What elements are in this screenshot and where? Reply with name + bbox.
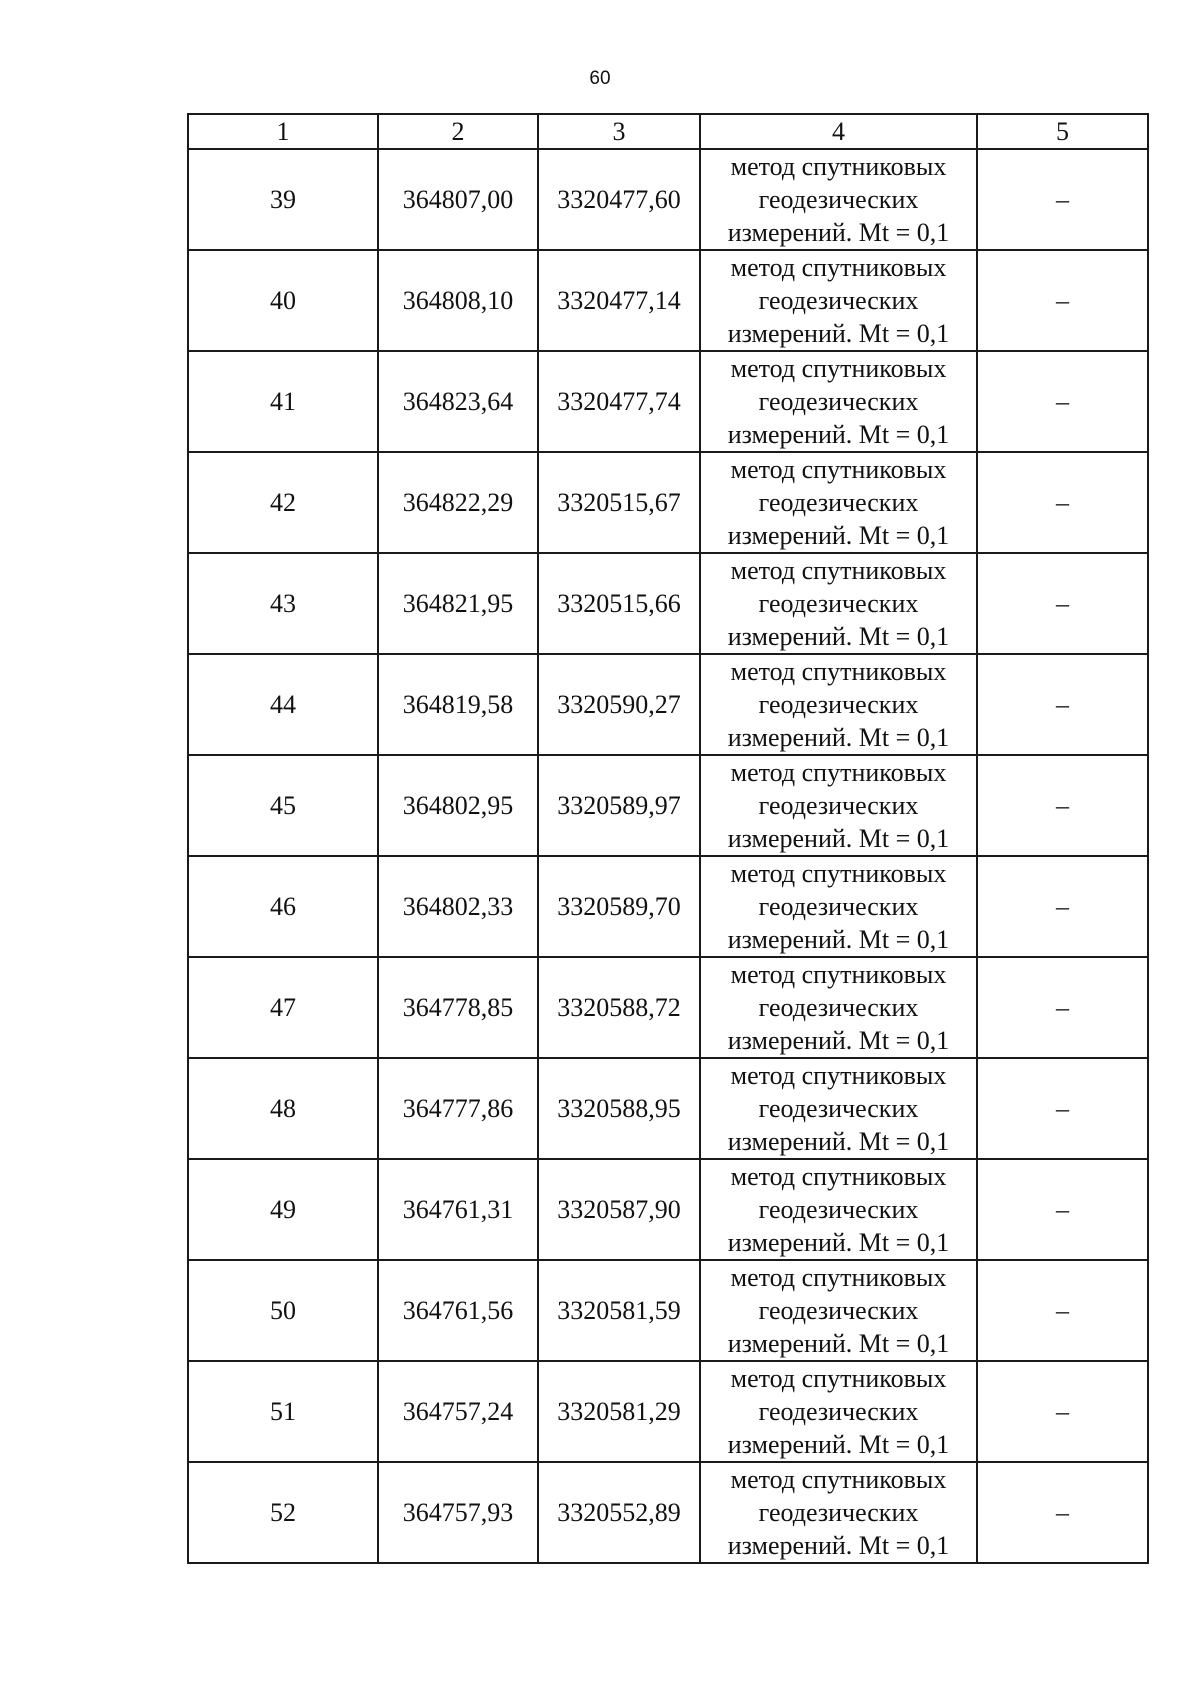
y-coordinate-cell: 3320589,97 (538, 755, 700, 856)
point-number-cell: 47 (188, 957, 378, 1058)
method-line: измерений. Mt = 0,1 (727, 1228, 950, 1257)
method-cell (700, 957, 977, 1058)
method-line: метод спутниковых (730, 455, 947, 484)
table-row (188, 250, 1148, 351)
method-cell (700, 1260, 977, 1361)
note-cell: – (977, 1159, 1148, 1260)
point-number-cell: 49 (188, 1159, 378, 1260)
method-line: метод спутниковых (730, 1061, 947, 1090)
method-line: геодезических (758, 1296, 919, 1325)
header-cell-5: 5 (977, 114, 1148, 149)
point-number-cell: 45 (188, 755, 378, 856)
method-line: геодезических (758, 589, 919, 618)
method-line: измерений. Mt = 0,1 (727, 1127, 950, 1156)
method-line: метод спутниковых (730, 758, 947, 787)
method-line: метод спутниковых (730, 960, 947, 989)
y-coordinate-cell: 3320589,70 (538, 856, 700, 957)
method-line: метод спутниковых (730, 556, 947, 585)
point-number-cell: 41 (188, 351, 378, 452)
method-line: измерений. Mt = 0,1 (727, 521, 950, 550)
x-coordinate-cell: 364802,33 (378, 856, 538, 957)
x-coordinate-cell: 364757,24 (378, 1361, 538, 1462)
header-cell-4: 4 (700, 114, 977, 149)
method-line: метод спутниковых (730, 1465, 947, 1494)
method-line: измерений. Mt = 0,1 (727, 723, 950, 752)
table-row (188, 1058, 1148, 1159)
y-coordinate-cell: 3320581,29 (538, 1361, 700, 1462)
point-number-cell: 44 (188, 654, 378, 755)
note-cell: – (977, 149, 1148, 250)
x-coordinate-cell: 364821,95 (378, 553, 538, 654)
method-cell (700, 1462, 977, 1563)
x-coordinate-cell: 364802,95 (378, 755, 538, 856)
header-row (188, 114, 1148, 149)
method-line: геодезических (758, 1498, 919, 1527)
method-line: геодезических (758, 387, 919, 416)
x-coordinate-cell: 364761,31 (378, 1159, 538, 1260)
y-coordinate-cell: 3320477,74 (538, 351, 700, 452)
method-line: геодезических (758, 286, 919, 315)
table-row (188, 654, 1148, 755)
y-coordinate-cell: 3320552,89 (538, 1462, 700, 1563)
method-line: метод спутниковых (730, 354, 947, 383)
note-cell: – (977, 1361, 1148, 1462)
method-line: измерений. Mt = 0,1 (727, 218, 950, 247)
note-cell: – (977, 1260, 1148, 1361)
y-coordinate-cell: 3320515,67 (538, 452, 700, 553)
y-coordinate-cell: 3320588,95 (538, 1058, 700, 1159)
method-line: метод спутниковых (730, 1364, 947, 1393)
method-line: метод спутниковых (730, 152, 947, 181)
method-line: измерений. Mt = 0,1 (727, 1531, 950, 1560)
method-line: геодезических (758, 690, 919, 719)
method-line: измерений. Mt = 0,1 (727, 319, 950, 348)
method-cell (700, 755, 977, 856)
table-row (188, 351, 1148, 452)
note-cell: – (977, 755, 1148, 856)
method-line: геодезических (758, 1397, 919, 1426)
method-line: метод спутниковых (730, 859, 947, 888)
x-coordinate-cell: 364777,86 (378, 1058, 538, 1159)
method-line: геодезических (758, 791, 919, 820)
point-number-cell: 51 (188, 1361, 378, 1462)
note-cell: – (977, 1462, 1148, 1563)
note-cell: – (977, 654, 1148, 755)
page-number: 60 (589, 68, 611, 89)
x-coordinate-cell: 364822,29 (378, 452, 538, 553)
method-line: метод спутниковых (730, 1263, 947, 1292)
y-coordinate-cell: 3320477,14 (538, 250, 700, 351)
method-line: измерений. Mt = 0,1 (727, 420, 950, 449)
method-cell (700, 553, 977, 654)
method-cell (700, 1058, 977, 1159)
method-line: измерений. Mt = 0,1 (727, 824, 950, 853)
method-cell (700, 351, 977, 452)
header-cell-3: 3 (538, 114, 700, 149)
method-cell (700, 856, 977, 957)
method-line: метод спутниковых (730, 657, 947, 686)
y-coordinate-cell: 3320477,60 (538, 149, 700, 250)
x-coordinate-cell: 364807,00 (378, 149, 538, 250)
point-number-cell: 42 (188, 452, 378, 553)
x-coordinate-cell: 364823,64 (378, 351, 538, 452)
point-number-cell: 40 (188, 250, 378, 351)
method-cell (700, 654, 977, 755)
note-cell: – (977, 351, 1148, 452)
x-coordinate-cell: 364819,58 (378, 654, 538, 755)
note-cell: – (977, 856, 1148, 957)
table-body (188, 149, 1148, 1563)
point-number-cell: 50 (188, 1260, 378, 1361)
method-cell (700, 452, 977, 553)
method-cell (700, 1361, 977, 1462)
table-row (188, 1361, 1148, 1462)
table-row (188, 553, 1148, 654)
table-row (188, 1159, 1148, 1260)
method-line: измерений. Mt = 0,1 (727, 1430, 950, 1459)
note-cell: – (977, 957, 1148, 1058)
header-cell-1: 1 (188, 114, 378, 149)
point-number-cell: 43 (188, 553, 378, 654)
y-coordinate-cell: 3320515,66 (538, 553, 700, 654)
y-coordinate-cell: 3320581,59 (538, 1260, 700, 1361)
y-coordinate-cell: 3320588,72 (538, 957, 700, 1058)
y-coordinate-cell: 3320587,90 (538, 1159, 700, 1260)
coordinates-table (187, 113, 1149, 1564)
note-cell: – (977, 1058, 1148, 1159)
table-row (188, 957, 1148, 1058)
method-line: метод спутниковых (730, 1162, 947, 1191)
point-number-cell: 52 (188, 1462, 378, 1563)
table-row (188, 1462, 1148, 1563)
table-row (188, 856, 1148, 957)
note-cell: – (977, 452, 1148, 553)
method-line: измерений. Mt = 0,1 (727, 622, 950, 651)
method-line: метод спутниковых (730, 253, 947, 282)
x-coordinate-cell: 364778,85 (378, 957, 538, 1058)
x-coordinate-cell: 364761,56 (378, 1260, 538, 1361)
method-line: измерений. Mt = 0,1 (727, 1026, 950, 1055)
method-line: геодезических (758, 993, 919, 1022)
table-row (188, 1260, 1148, 1361)
method-line: геодезических (758, 185, 919, 214)
table-row (188, 452, 1148, 553)
method-line: измерений. Mt = 0,1 (727, 1329, 950, 1358)
method-line: геодезических (758, 1195, 919, 1224)
method-line: геодезических (758, 1094, 919, 1123)
method-cell (700, 1159, 977, 1260)
method-line: геодезических (758, 892, 919, 921)
method-cell (700, 149, 977, 250)
method-line: геодезических (758, 488, 919, 517)
table-row (188, 149, 1148, 250)
point-number-cell: 39 (188, 149, 378, 250)
method-line: измерений. Mt = 0,1 (727, 925, 950, 954)
y-coordinate-cell: 3320590,27 (538, 654, 700, 755)
point-number-cell: 46 (188, 856, 378, 957)
x-coordinate-cell: 364757,93 (378, 1462, 538, 1563)
point-number-cell: 48 (188, 1058, 378, 1159)
note-cell: – (977, 553, 1148, 654)
method-cell (700, 250, 977, 351)
note-cell: – (977, 250, 1148, 351)
header-cell-2: 2 (378, 114, 538, 149)
table-row (188, 755, 1148, 856)
x-coordinate-cell: 364808,10 (378, 250, 538, 351)
